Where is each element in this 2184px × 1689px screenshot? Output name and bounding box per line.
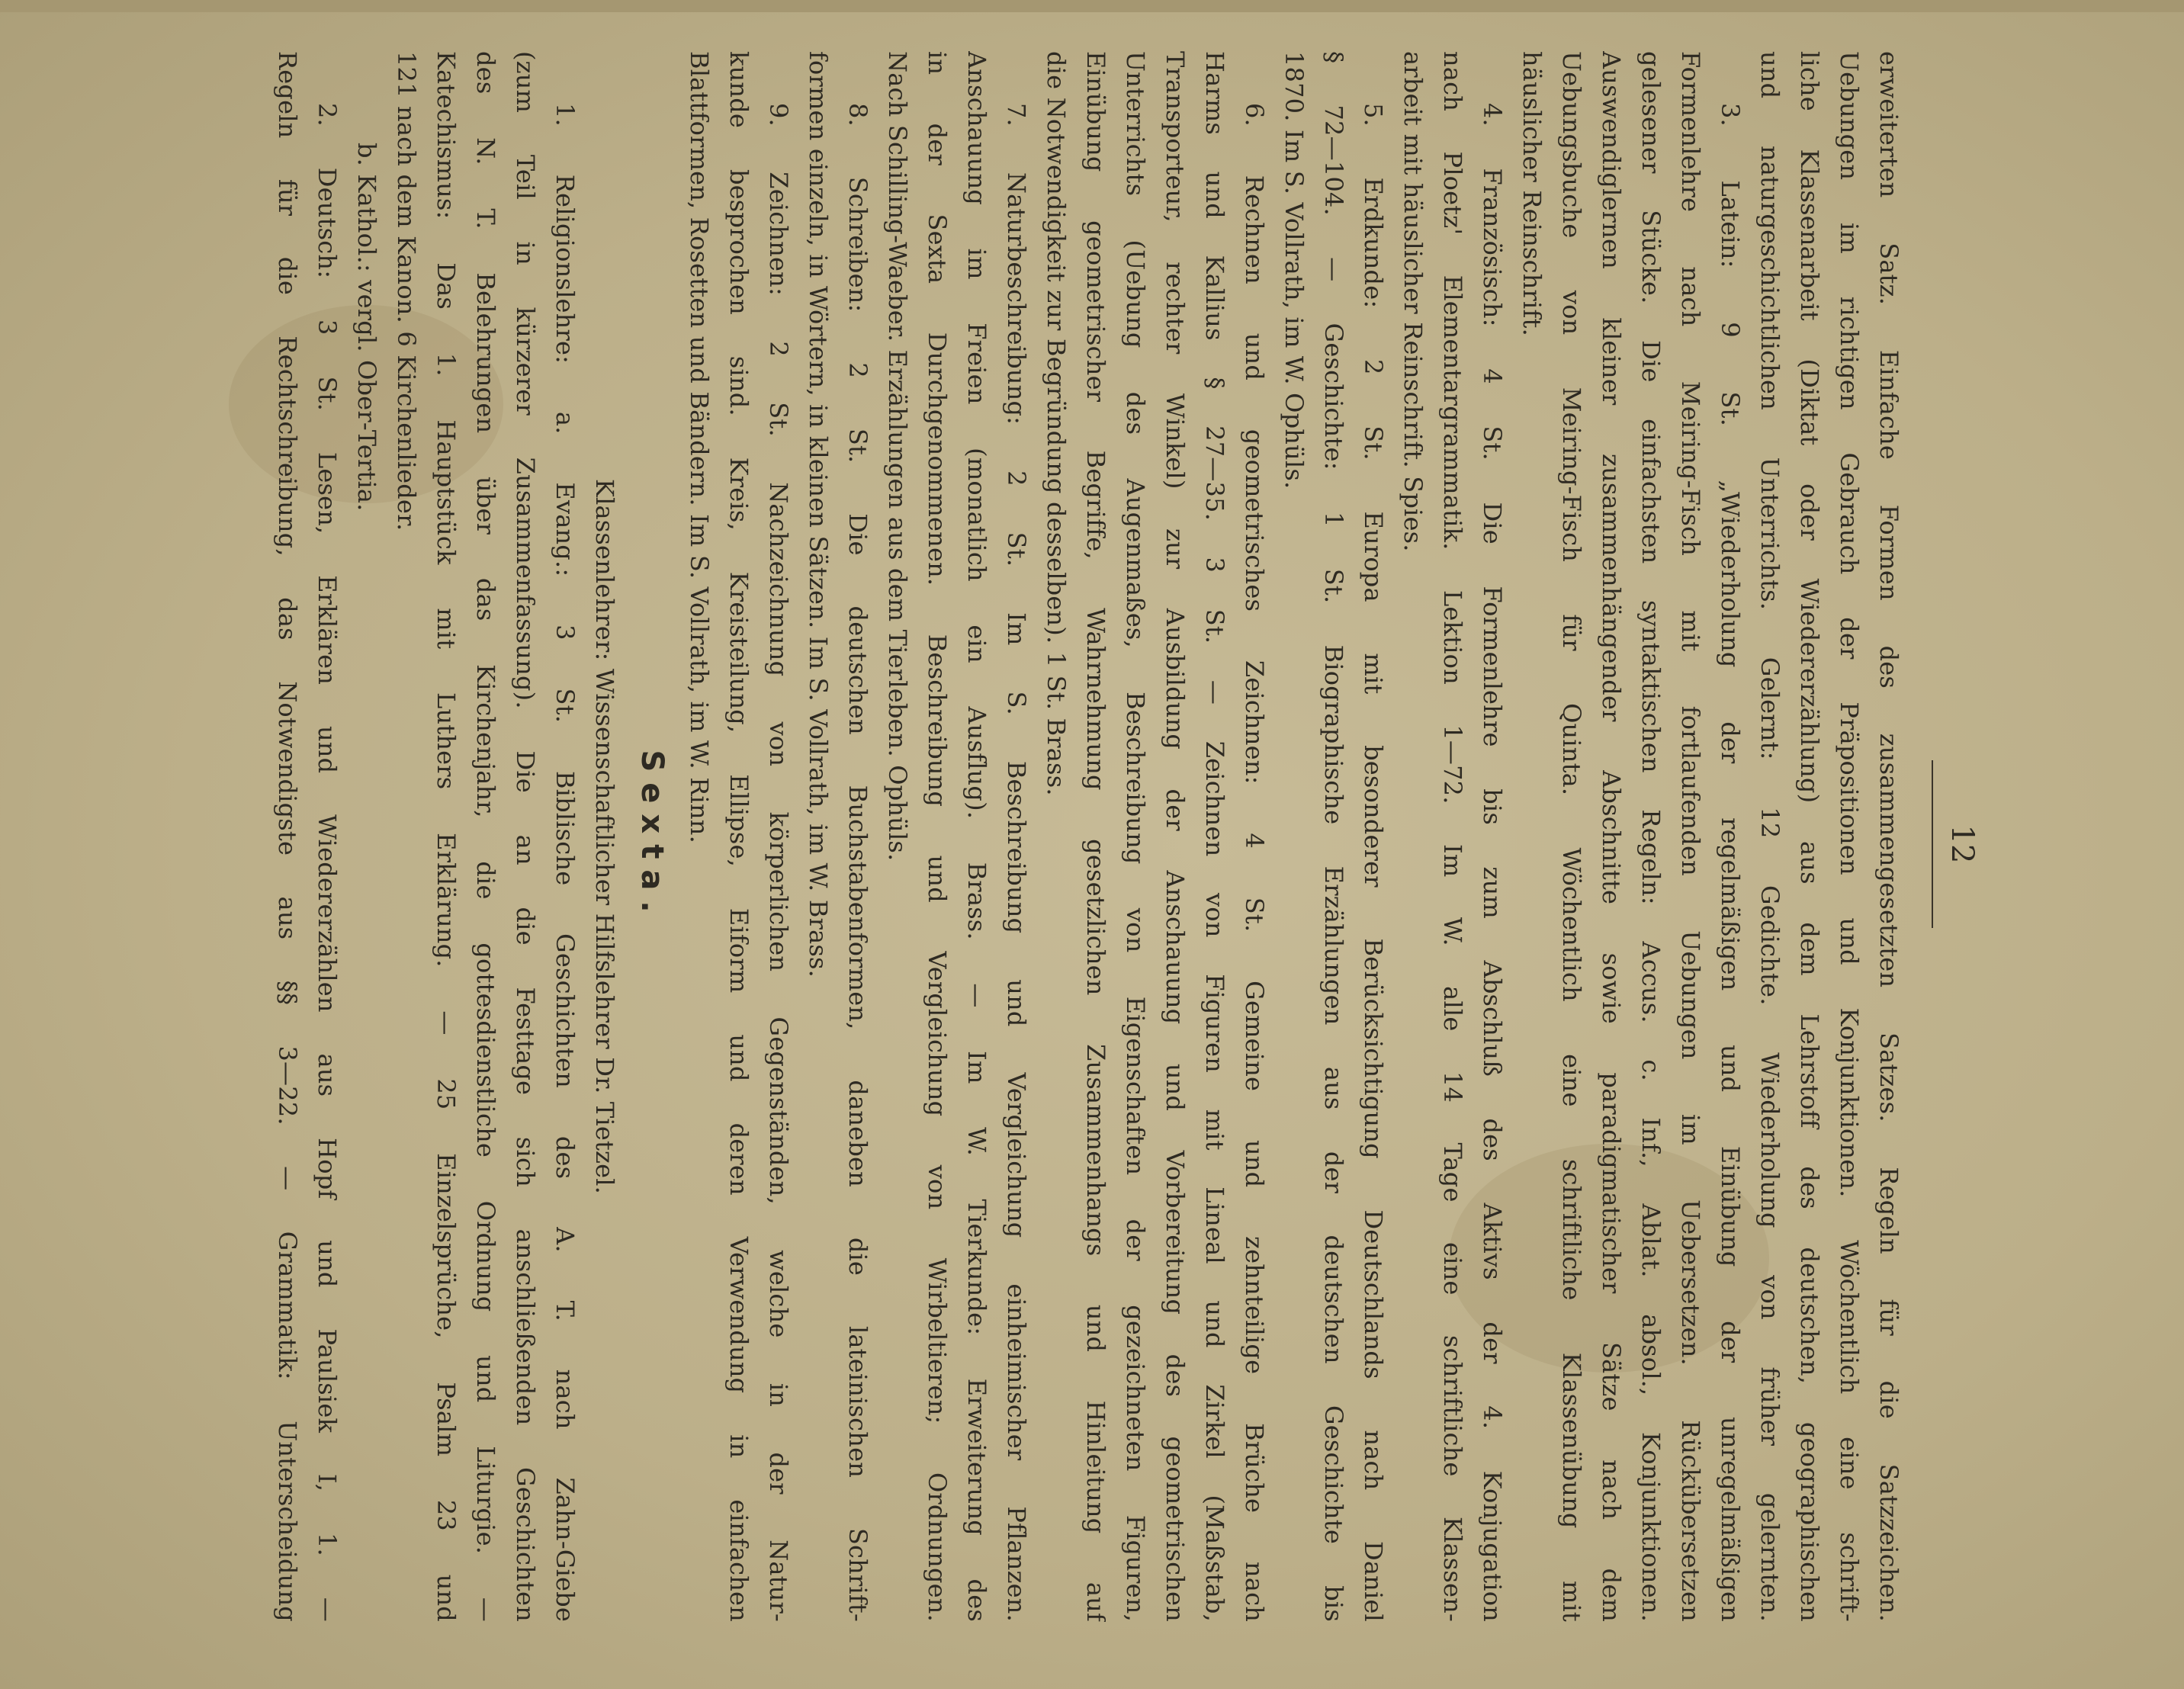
text-line: und naturgeschichtlichen Unterrichts. Gelernt: 12 Gedichte. Wiederholung von früher gelernten. bbox=[1755, 51, 1784, 1622]
rotated-page-content bbox=[0, 51, 1980, 1622]
text-line: nach Ploetz' Elementargrammatik. Lektion 1—72. Im W. alle 14 Tage eine schriftliche Klassen- bbox=[1438, 51, 1467, 1622]
text-line: Blattformen, Rosetten und Bändern. Im S. Vollrath, im W. Rinn. bbox=[685, 51, 714, 843]
text-line: 1. Religionslehre: a. Evang.: 3 St. Biblische Geschichten des A. T. nach Zahn-Giebe bbox=[551, 103, 580, 1622]
text-line: Uebungsbuche von Meiring-Fisch für Quinta. Wöchentlich eine schriftliche Klassenübung mit bbox=[1557, 51, 1586, 1622]
text-line: Einübung geometrischer Begriffe, Wahrnehmung gesetzlichen Zusammenhangs und Hinleitung auf bbox=[1081, 51, 1110, 1622]
text-line: formen einzeln, in Wörtern, in kleinen Sätzen. Im S. Vollrath, im W. Brass. bbox=[804, 51, 833, 978]
text-line: häuslicher Reinschrift. bbox=[1518, 51, 1546, 336]
text-line: 4. Französisch: 4 St. Die Formenlehre bis zum Abschluß des Aktivs der 4. Konjugation bbox=[1478, 103, 1507, 1622]
text-line: 6. Rechnen und geometrisches Zeichnen: 4 St. Gemeine und zehnteilige Brüche nach bbox=[1240, 103, 1269, 1622]
section-heading: Sexta. bbox=[634, 750, 670, 923]
text-line: (zum Teil in kürzerer Zusammenfassung). Die an die Festtage sich anschließenden Geschichten bbox=[511, 51, 540, 1622]
text-line: Anschauung im Freien (monatlich ein Ausflug). Brass. — Im W. Tierkunde: Erweiterung des bbox=[962, 51, 991, 1622]
text-line: Nach Schilling-Waeber. Erzählungen aus dem Tierleben. Ophüls. bbox=[883, 51, 912, 862]
text-line: des N. T. Belehrungen über das Kirchenjahr, die gottesdienstliche Ordnung und Liturgie. — bbox=[471, 51, 500, 1622]
page-number-rule bbox=[1932, 760, 1933, 928]
text-line: arbeit mit häuslicher Reinschrift. Spies. bbox=[1399, 51, 1428, 552]
text-line: b. Kathol.: vergl. Ober-Tertia. bbox=[352, 143, 381, 512]
text-line: 2. Deutsch: 3 St. Lesen, Erklären und Wiedererzählen aus Hopf und Paulsiek I, 1. — bbox=[313, 103, 342, 1622]
class-teacher-line: Klassenlehrer: Wissenschaftlicher Hilfslehrer Dr. Tietzel. bbox=[590, 478, 619, 1195]
text-line: 7. Naturbeschreibung: 2 St. Im S. Beschreibung und Vergleichung einheimischer Pflanzen. bbox=[1002, 103, 1031, 1622]
text-line: liche Klassenarbeit (Diktat oder Wiedererzählung) aus dem Lehrstoff des deutschen, geographischen bbox=[1795, 51, 1824, 1622]
text-line: Katechismus: Das 1. Hauptstück mit Luthers Erklärung. — 25 Einzelsprüche, Psalm 23 und bbox=[432, 51, 461, 1622]
text-line: Formenlehre nach Meiring-Fisch mit fortlaufenden Uebungen im Uebersetzen. Rückübersetzen bbox=[1676, 51, 1705, 1622]
text-line: die Notwendigkeit zur Begründung desselben). 1 St. Brass. bbox=[1042, 51, 1071, 796]
text-line: Harms und Kallius § 27—35. 3 St. — Zeichnen von Figuren mit Lineal und Zirkel (Maßstab, bbox=[1200, 51, 1229, 1622]
text-line: Uebungen im richtigen Gebrauch der Präpositionen und Konjunktionen. Wöchentlich eine schrift- bbox=[1835, 51, 1864, 1622]
text-line: 9. Zeichnen: 2 St. Nachzeichnung von körperlichen Gegenständen, welche in der Natur- bbox=[764, 103, 793, 1622]
text-line: gelesener Stücke. Die einfachsten syntaktischen Regeln: Accus. c. Inf., Ablat. absol., Konjunktionen. bbox=[1636, 51, 1665, 1622]
text-line: 5. Erdkunde: 2 St. Europa mit besonderer Berücksichtigung Deutschlands nach Daniel bbox=[1359, 103, 1388, 1622]
page-number: 12 bbox=[1945, 824, 1980, 864]
text-line: kunde besprochen sind. Kreis, Kreisteilung, Ellipse, Eiform und deren Verwendung in einfachen bbox=[724, 51, 753, 1622]
text-line: 121 nach dem Kanon. 6 Kirchenlieder. bbox=[392, 51, 421, 531]
text-line: in der Sexta Durchgenommenen. Beschreibung und Vergleichung von Wirbeltieren; Ordnungen. bbox=[923, 51, 952, 1622]
text-line: § 72—104. — Geschichte: 1 St. Biographische Erzählungen aus der deutschen Geschichte bis bbox=[1319, 51, 1348, 1622]
text-line: Regeln für die Rechtschreibung, das Notwendigste aus §§ 3—22. — Grammatik: Unterscheidung bbox=[273, 51, 302, 1622]
text-line: Unterrichts (Uebung des Augenmaßes, Beschreibung von Eigenschaften der gezeichneten Figuren, bbox=[1121, 51, 1150, 1622]
text-line: 1870. Im S. Vollrath, im W. Ophüls. bbox=[1280, 51, 1309, 490]
text-line: 3. Latein: 9 St. „Wiederholung der regelmäßigen und Einübung der unregelmäßigen bbox=[1716, 103, 1745, 1622]
text-line: Auswendiglernen kleiner zusammenhängender Abschnitte sowie paradigmatischer Sätze nach dem bbox=[1597, 51, 1626, 1622]
text-line: 8. Schreiben: 2 St. Die deutschen Buchstabenformen, daneben die lateinischen Schrift- bbox=[843, 103, 872, 1622]
text-line: erweiterten Satz. Einfache Formen des zusammengesetzten Satzes. Regeln für die Satzzeichen. bbox=[1874, 51, 1903, 1622]
binding-edge bbox=[0, 0, 2184, 12]
document-body bbox=[268, 51, 1909, 1622]
text-line: Transporteur, rechter Winkel) zur Ausbildung der Anschauung und Vorbereitung des geometrischen bbox=[1161, 51, 1190, 1622]
